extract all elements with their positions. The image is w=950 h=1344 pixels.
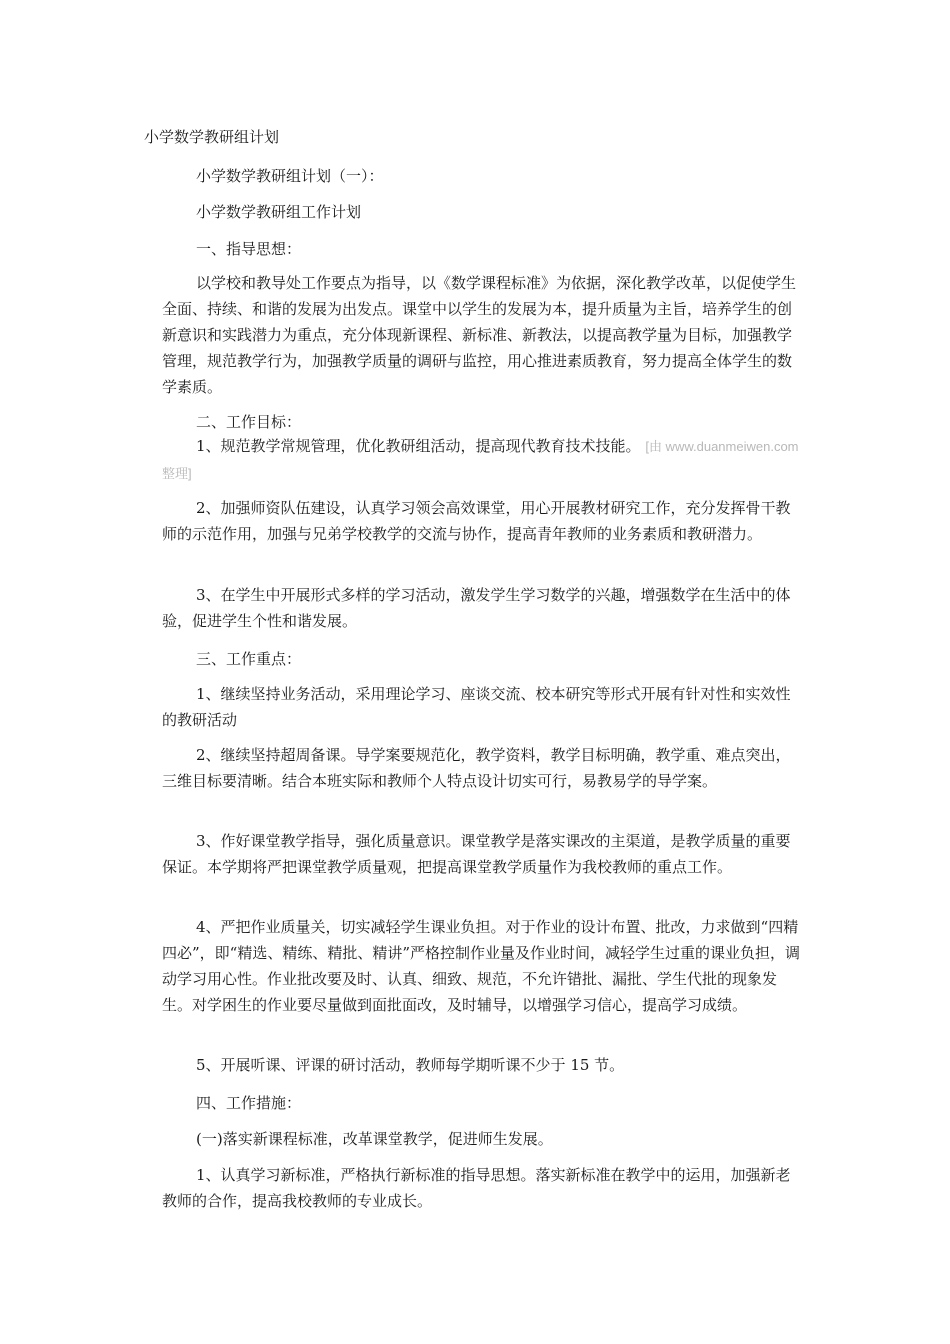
section-heading-guiding: 一、指导思想： (196, 240, 302, 258)
section-heading-measures: 四、工作措施： (196, 1094, 302, 1112)
measures-subheading: (一)落实新课程标准，改革课堂教学，促进师生发展。 (196, 1130, 553, 1148)
focus-item: 3、作好课堂教学指导，强化质量意识。课堂教学是落实课改的主渠道，是教学质量的重要保证。本学期将严把课堂教学质量观，把提高课堂教学质量作为我校教师的重点工作。 (162, 832, 791, 876)
focus-item: 2、继续坚持超周备课。导学案要规范化，教学资料，教学目标明确，教学重、难点突出，三维目标要清晰。结合本班实际和教师个人特点设计切实可行，易教易学的导学案。 (162, 746, 791, 790)
subtitle: 小学数学教研组计划（一）： (196, 167, 384, 185)
section-heading-focus: 三、工作重点： (196, 650, 302, 668)
goal-item: 3、在学生中开展形式多样的学习活动，激发学生学习数学的兴趣，增强数学在生活中的体验，促进学生个性和谐发展。 (162, 586, 791, 630)
focus-item: 1、继续坚持业务活动，采用理论学习、座谈交流、校本研究等形式开展有针对性和实效性的教研活动 (162, 685, 791, 729)
goal-item: 2、加强师资队伍建设，认真学习领会高效课堂，用心开展教材研究工作，充分发挥骨干教师的示范作用，加强与兄弟学校教学的交流与协作，提高青年教师的业务素质和教研潜力。 (162, 499, 791, 543)
plan-title: 小学数学教研组工作计划 (196, 203, 362, 221)
document-title: 小学数学教研组计划 (144, 128, 280, 146)
section-heading-goals: 二、工作目标： (196, 413, 302, 431)
goal-item-text: 1、规范教学常规管理，优化教研组活动，提高现代教育技术技能。 (196, 437, 641, 455)
goal-item (162, 433, 802, 487)
guiding-paragraph: 以学校和教导处工作要点为指导，以《数学课程标准》为依据，深化教学改革，以促使学生全面、持续、和谐的发展为出发点。课堂中以学生的发展为本，提升质量为主旨，培养学生的创新意识和实践潜力为重点，充分体现新课程、新标准、新教法，以提高教学量为目标，加强教学管理，规范教学行为，加强教学质量的调研与监控，用心推进素质教育，努力提高全体学生的数学素质。 (162, 274, 797, 396)
measures-item: 1、认真学习新标准，严格执行新标准的指导思想。落实新标准在教学中的运用，加强新老教师的合作，提高我校教师的专业成长。 (162, 1166, 791, 1210)
source-watermark: [由 www.duanmeiwen.com 整理] (162, 439, 799, 481)
focus-item: 5、开展听课、评课的研讨活动，教师每学期听课不少于 15 节。 (196, 1056, 625, 1074)
focus-item: 4、严把作业质量关，切实减轻学生课业负担。对于作业的设计布置、批改，力求做到“四精四必”，即“精选、精练、精批、精讲”严格控制作业量及作业时间，减轻学生过重的课业负担，调动学习用心性。作业批改要及时、认真、细致、规范，不允许错批、漏批、学生代批的现象发生。对学困生的作业要尽量做到面批面改，及时辅导，以增强学习信心，提高学习成绩。 (162, 918, 801, 1014)
